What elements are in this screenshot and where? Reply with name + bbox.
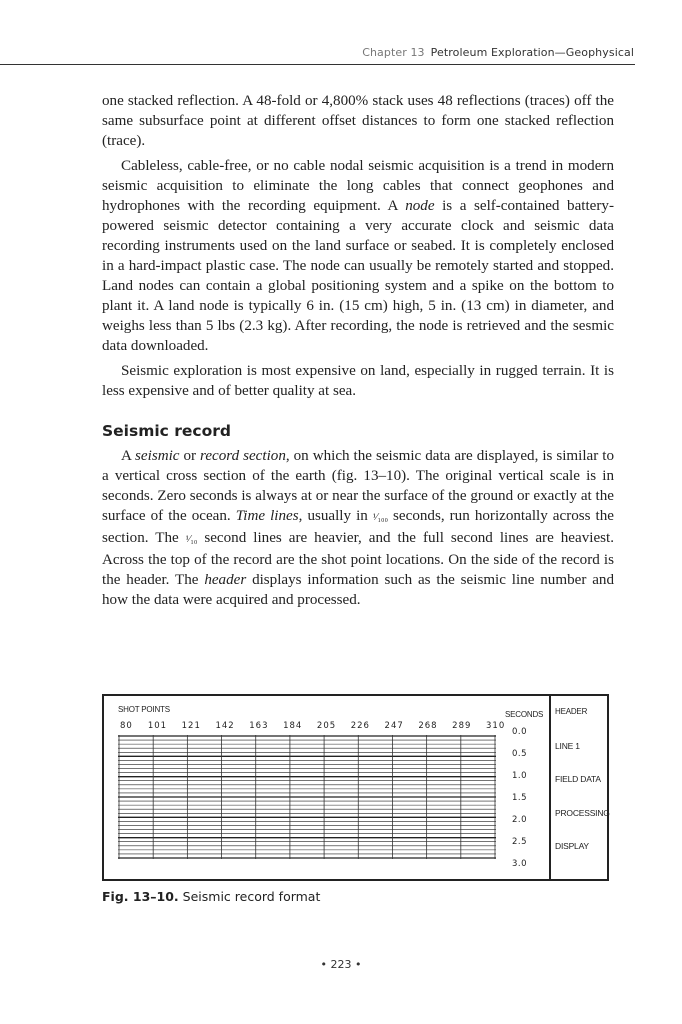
seconds-tick-label: 1.0 [512, 771, 528, 781]
shot-point-number: 289 [452, 721, 472, 731]
shot-point-number: 142 [215, 721, 235, 731]
p4-t3: , on which the seismic data are displayed, is similar to a vertical cross section of the earth (fig. 13–10). The original vertical scale is in seconds. Zero seconds is always at or near the surface of the ground or exactly at the surface of the ocean. [102, 448, 614, 524]
running-head [362, 46, 634, 59]
body-text [102, 91, 614, 610]
shot-point-number: 205 [316, 721, 337, 731]
seconds-tick-label: 0.0 [512, 727, 528, 737]
p4-t2: or [179, 448, 201, 464]
p4-t7: displays information such as the seismic line number and how the data were acquired and processed. [102, 572, 614, 608]
header-label: HEADER [555, 707, 588, 716]
shot-point-number: 310 [486, 721, 506, 731]
seconds-tick-label: 1.5 [512, 793, 528, 803]
seconds-tick-label: 0.5 [512, 749, 528, 759]
p4-term-record-section: record section [200, 448, 286, 464]
figure-caption [102, 889, 320, 904]
seconds-label: SECONDS [505, 710, 544, 719]
p4-frac-hundredth: ¹⁄₁₀₀ [372, 512, 389, 523]
seconds-tick-label: 2.0 [512, 815, 528, 825]
p4-t1: A [121, 448, 136, 464]
caption-text: Seismic record format [182, 889, 321, 904]
paragraph-1: one stacked reflection. A 48-fold or 4,800% stack uses 48 reflections (traces) off the same subsurface point at different offset distances to form one stacked reflection (trace). [102, 93, 614, 149]
p2-text-b: is a self-contained battery-powered seismic detector containing a very accurate clock and seismic data recording instruments used on the land surface or seabed. It is completely enclosed in a hard-impact plastic case. The node can usually be remotely started and stopped. Land nodes can contain a global positioning system and a spike on the bottom to plant it. A land node is typically 6 in. (15 cm) high, 5 in. (13 cm) in diameter, and weighs less than 5 lbs (2.3 kg). After recording, the node is retrieved and the sesmic data downloaded. [102, 198, 614, 354]
p4-t4: , usually in [298, 508, 373, 524]
p4-t5: seconds, run horizontally across the section. The [102, 508, 614, 546]
running-head-chapter: Chapter 13 [362, 46, 425, 59]
shot-point-number: 268 [418, 721, 438, 731]
header-rule [0, 64, 635, 65]
shot-point-number: 226 [350, 721, 370, 731]
header-column-divider [549, 696, 551, 879]
seconds-tick-label: 2.5 [512, 837, 528, 847]
header-item: DISPLAY [555, 841, 589, 851]
shot-points-label: SHOT POINTS [118, 705, 170, 714]
page-number: • 223 • [320, 958, 362, 971]
p2-term-node: node [405, 198, 435, 214]
shot-point-number: 101 [147, 721, 168, 731]
p4-term-time-lines: Time lines [235, 508, 299, 524]
shot-point-number: 163 [249, 721, 269, 731]
shot-point-number: 184 [283, 721, 303, 731]
header-item: FIELD DATA [555, 774, 601, 784]
paragraph-2 [102, 156, 614, 356]
shot-point-number: 121 [181, 721, 201, 731]
section-heading: Seismic record [102, 422, 231, 440]
p2-text-a: Cableless, cable-free, or no cable nodal seismic acquisition is a trend in modern seismic acquisition to eliminate the long cables that connect geophones and hydrophones with the recording equipment. A [102, 158, 614, 214]
seismic-record-figure [102, 694, 609, 881]
seconds-tick-label: 3.0 [512, 859, 528, 869]
p4-t6: second lines are heavier, and the full second lines are heaviest. Across the top of the record are the shot point locations. On the side of the record is the header. The [102, 530, 614, 588]
shot-point-number: 247 [384, 721, 404, 731]
p4-term-seismic: seismic [135, 448, 180, 464]
header-item: LINE 1 [555, 741, 580, 751]
running-head-title: Petroleum Exploration—Geophysical [430, 46, 634, 59]
p4-frac-tenth: ¹⁄₁₀ [185, 534, 198, 545]
caption-number: Fig. 13–10. [102, 889, 179, 904]
paragraph-4 [102, 446, 614, 610]
header-item: PROCESSING [555, 808, 610, 818]
shot-point-number: 80 [120, 721, 133, 731]
paragraph-3: Seismic exploration is most expensive on land, especially in rugged terrain. It is less expensive and of better quality at sea. [102, 363, 614, 399]
record-grid [118, 735, 496, 859]
p4-term-header: header [204, 572, 247, 588]
